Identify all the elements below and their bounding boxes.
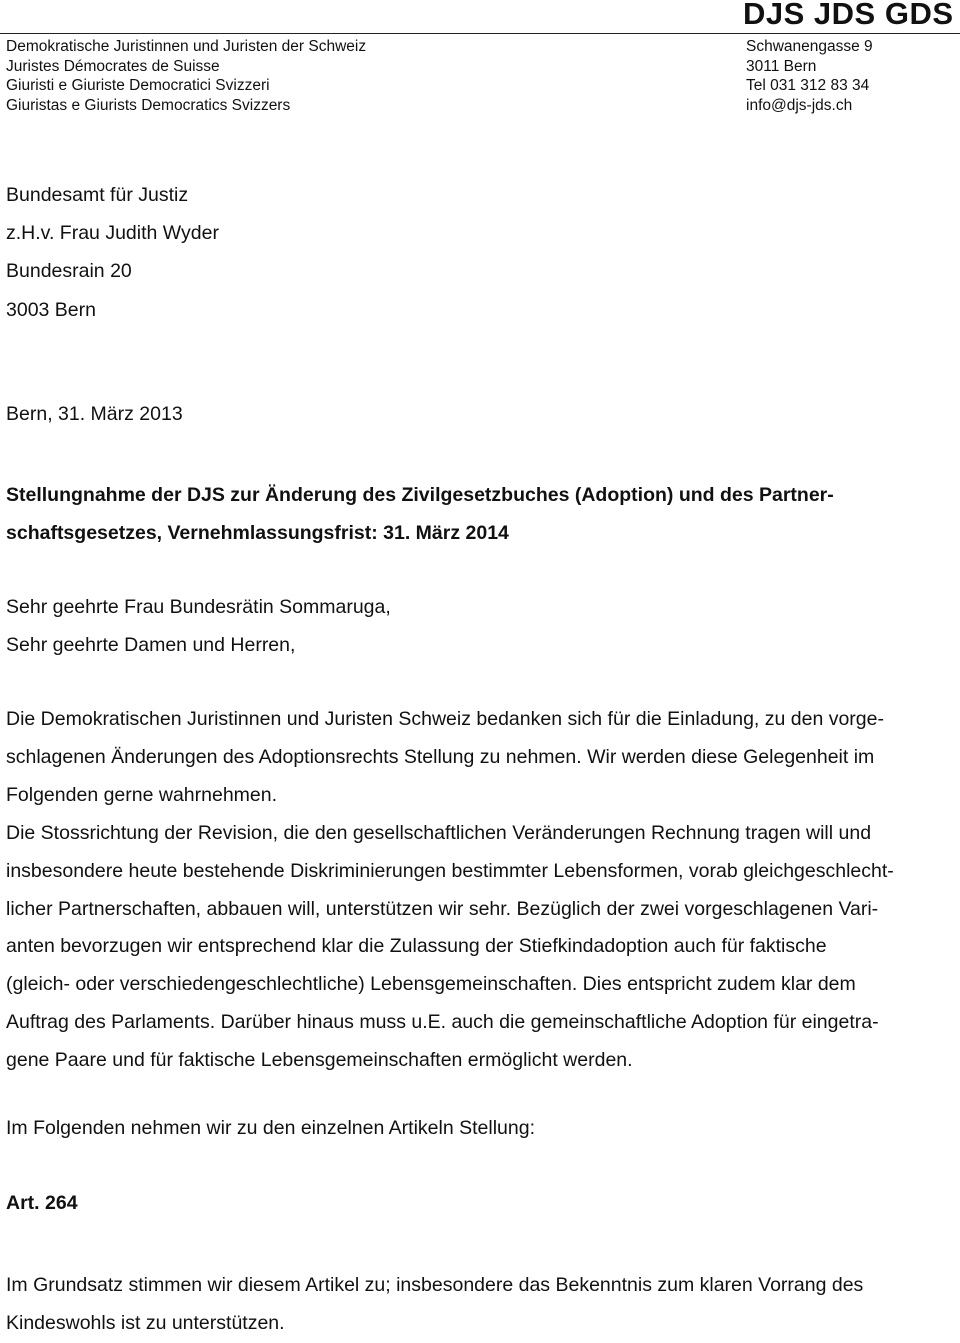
- contact-phone: Tel 031 312 83 34: [746, 77, 870, 95]
- paragraph-intro: [6, 701, 884, 814]
- paragraph-line: Kindeswohls ist zu unterstützen.: [6, 1311, 285, 1334]
- contact-street: Schwanengasse 9: [746, 38, 873, 55]
- paragraph-line: Im Grundsatz stimmen wir diesem Artikel zu; insbesondere das Bekenntnis zum klaren Vorrang des: [6, 1274, 864, 1296]
- organization-names: [6, 37, 366, 116]
- recipient-address: [6, 176, 219, 329]
- salutation-line: Sehr geehrte Frau Bundesrätin Sommaruga,: [6, 596, 391, 618]
- org-name-de: Demokratische Juristinnen und Juristen der Schweiz: [6, 38, 367, 55]
- org-name-it: Giuristi e Giuriste Democratici Svizzeri: [6, 77, 270, 95]
- paragraph-position: [6, 815, 894, 1080]
- contact-city: 3011 Bern: [746, 57, 817, 75]
- letterhead-divider: [0, 33, 960, 34]
- recipient-line: Bundesamt für Justiz: [6, 184, 189, 206]
- paragraph-line: gene Paare und für faktische Lebensgemeinschaften ermöglicht werden.: [6, 1048, 633, 1071]
- paragraph-line: Folgenden gerne wahrnehmen.: [6, 783, 278, 806]
- recipient-line: z.H.v. Frau Judith Wyder: [6, 222, 219, 245]
- salutation: [6, 589, 391, 665]
- org-name-fr: Juristes Démocrates de Suisse: [6, 57, 220, 75]
- subject-line: schaftsgesetzes, Vernehmlassungsfrist: 31. März 2014: [6, 521, 509, 544]
- org-name-rm: Giuristas e Giurists Democratics Svizzers: [6, 97, 291, 115]
- letter-date: Bern, 31. März 2013: [6, 403, 183, 425]
- paragraph-line: licher Partnerschaften, abbauen will, unterstützen wir sehr. Bezüglich der zwei vorgeschlagenen Vari-: [6, 897, 879, 920]
- paragraph-line: Auftrag des Parlaments. Darüber hinaus muss u.E. auch die gemeinschaftliche Adoption für eingetra-: [6, 1010, 879, 1033]
- letter-subject: [6, 477, 834, 553]
- paragraph-line: anten bevorzugen wir entsprechend klar die Zulassung der Stiefkindadoption auch für faktische: [6, 935, 827, 958]
- article-heading: Art. 264: [6, 1192, 78, 1214]
- contact-block: [746, 37, 873, 116]
- salutation-line: Sehr geehrte Damen und Herren,: [6, 633, 296, 656]
- paragraph-line: Die Stossrichtung der Revision, die den gesellschaftlichen Veränderungen Rechnung tragen will und: [6, 822, 872, 844]
- recipient-line: 3003 Bern: [6, 298, 96, 321]
- letterhead-logo: DJS JDS GDS: [743, 0, 954, 31]
- contact-email: info@djs-jds.ch: [746, 97, 853, 115]
- paragraph-line: insbesondere heute bestehende Diskriminierungen bestimmter Lebensformen, vorab gleichgeschlecht-: [6, 859, 894, 882]
- paragraph-line: Die Demokratischen Juristinnen und Juristen Schweiz bedanken sich für die Einladung, zu den vorge-: [6, 708, 884, 730]
- paragraph-article: [6, 1267, 863, 1343]
- subject-line: Stellungnahme der DJS zur Änderung des Zivilgesetzbuches (Adoption) und des Partner-: [6, 484, 834, 506]
- paragraph-line: schlagenen Änderungen des Adoptionsrechts Stellung zu nehmen. Wir werden diese Gelegenheit im: [6, 745, 875, 768]
- articles-intro: Im Folgenden nehmen wir zu den einzelnen Artikeln Stellung:: [6, 1117, 535, 1139]
- paragraph-line: (gleich- oder verschiedengeschlechtliche) Lebensgemeinschaften. Dies entspricht zudem klar dem: [6, 973, 856, 996]
- recipient-line: Bundesrain 20: [6, 260, 132, 283]
